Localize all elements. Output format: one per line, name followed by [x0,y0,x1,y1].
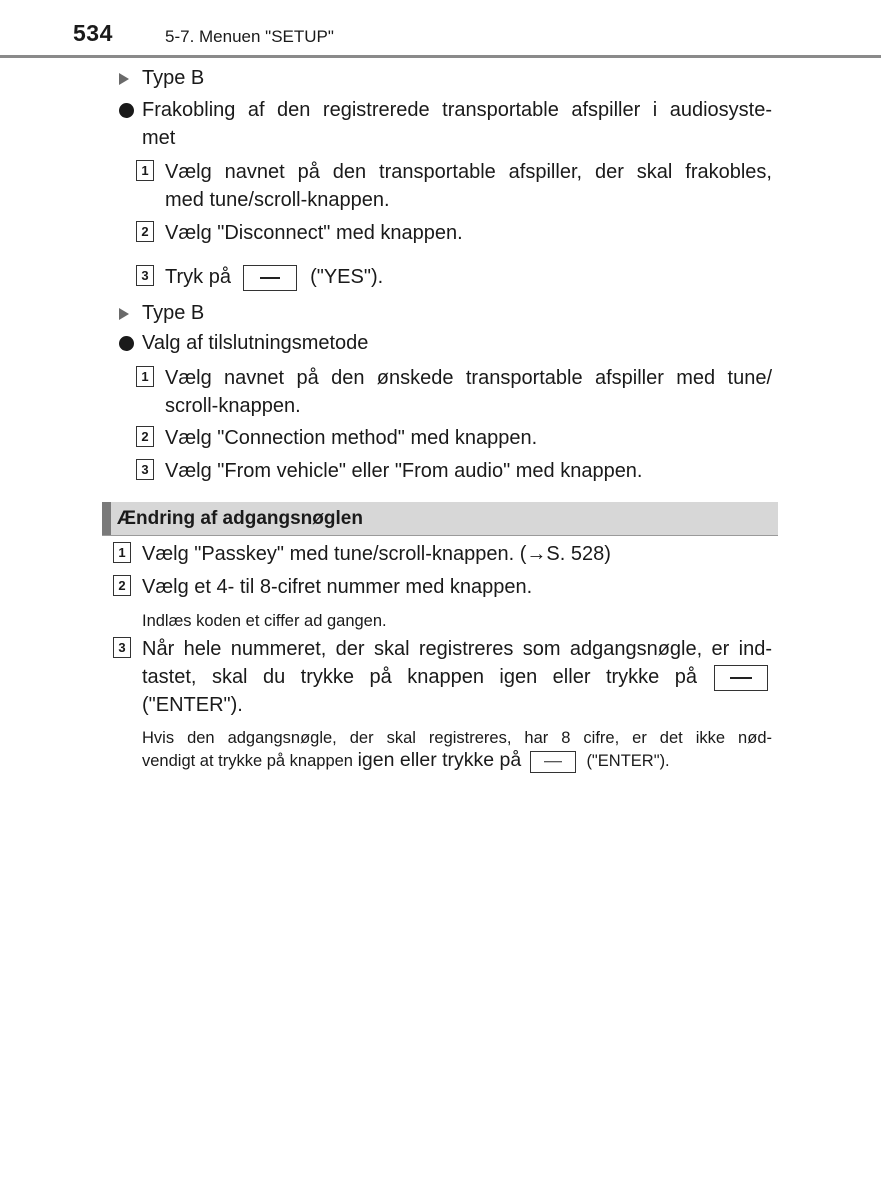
step-number-badge: 2 [113,575,131,596]
step-note: Indlæs koden et ciffer ad gangen. [142,612,387,630]
note-text-b: igen eller trykke på [357,749,522,771]
note-line1: Hvis den adgangsnøgle, der skal registreres, har 8 cifre, er det ikke nød- [142,729,772,747]
bullet-text-line1: Frakobling af den registrerede transportable afspiller i audiosyste- [142,99,772,121]
step-number-badge: 1 [136,160,154,181]
step-text: Vælg et 4- til 8-cifret nummer med knappen. [142,576,533,598]
step-text-line2: tastet, skal du trykke på knappen igen eller trykke på [142,666,697,688]
bullet-text-line2: met [142,127,176,149]
section-heading-edge [102,502,111,535]
step-number-badge: 3 [113,637,131,658]
step-text-line2: scroll-knappen. [165,395,301,417]
header-divider [0,55,881,58]
step-text-after: ("YES"). [310,266,384,288]
note-line2 [142,749,670,773]
step-text: Vælg "From vehicle" eller "From audio" med knappen. [165,460,643,482]
step-number-badge: 3 [136,265,154,286]
step-text-line2: med tune/scroll-knappen. [165,189,390,211]
step-text: Vælg "Passkey" med tune/scroll-knappen. (→S. 528) [142,543,611,565]
type-b-label: Type B [142,67,205,89]
step-number-badge: 2 [136,426,154,447]
step-number-badge: 1 [136,366,154,387]
step-text-line1: Vælg navnet på den transportable afspiller, der skal frakobles, [165,161,772,183]
step-number-badge: 2 [136,221,154,242]
section-heading-bar [102,502,778,536]
step-text-before: Tryk på [165,266,231,288]
step-text-line1: Når hele nummeret, der skal registreres som adgangsnøgle, er ind- [142,638,772,660]
step-text: Vælg "Connection method" med knappen. [165,427,538,449]
step-text-line3: ("ENTER"). [142,694,243,716]
page-number: 534 [73,20,113,46]
enter-key-icon [714,665,768,691]
step-text-tryk [165,263,383,291]
note-text-c: ("ENTER"). [586,752,670,770]
note-text-a: vendigt at trykke på knappen [142,752,353,770]
step-text-line1: Vælg navnet på den ønskede transportable afspiller med tune/ [165,367,772,389]
type-b-label: Type B [142,302,205,324]
step-number-badge: 1 [113,542,131,563]
bullet-icon [119,103,134,123]
triangle-marker-icon [119,307,129,325]
bullet-text: Valg af tilslutningsmetode [142,332,369,354]
yes-key-icon [243,265,297,291]
enter-key-icon [530,751,576,773]
step-text: Vælg "Disconnect" med knappen. [165,222,463,244]
bullet-icon [119,336,134,356]
triangle-marker-icon [119,72,129,90]
section-reference: 5-7. Menuen "SETUP" [165,27,334,46]
step-number-badge: 3 [136,459,154,480]
section-title: Ændring af adgangsnøglen [117,508,363,529]
